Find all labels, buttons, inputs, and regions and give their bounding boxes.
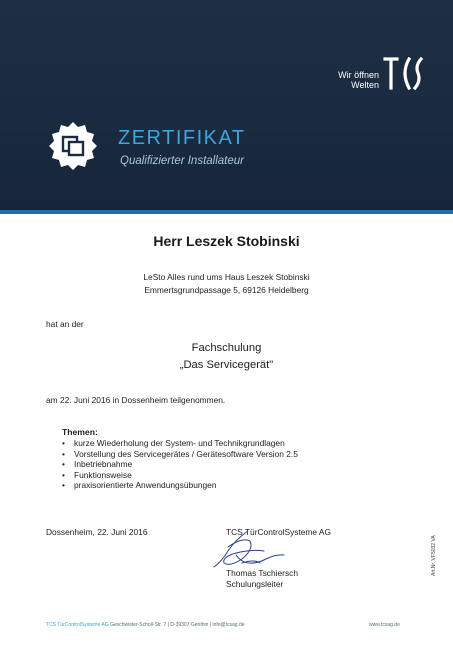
course-title	[0, 340, 453, 374]
article-number: Art.Nr. VF5032 VA	[431, 535, 437, 576]
list-item: • Funktionsweise	[62, 470, 298, 481]
participation-sentence: am 22. Juni 2016 in Dossenheim teilgenommen.	[46, 395, 226, 405]
tagline-line-2: Welten	[351, 80, 379, 90]
signer-block	[226, 568, 298, 590]
list-item: • Vorstellung des Servicegerätes / Gerätesoftware Version 2.5	[62, 449, 298, 460]
certificate-seal-icon	[48, 121, 98, 171]
signer-role: Schulungsleiter	[226, 579, 284, 589]
brand-tagline	[299, 70, 379, 90]
course-line-2: „Das Servicegerät"	[179, 359, 274, 371]
footer-address: Geschwister-Scholl-Str. 7 | D-39307 Genthin | info@tcsag.de	[110, 622, 245, 628]
company-address: Emmertsgrundpassage 5, 69126 Heidelberg	[144, 285, 309, 295]
intro-text: hat an der	[46, 319, 84, 329]
company-name: LeSto Alles rund ums Haus Leszek Stobinski	[143, 272, 310, 282]
header-accent-stripe	[0, 210, 453, 214]
handwritten-signature	[206, 529, 286, 573]
recipient-company	[0, 271, 453, 297]
certificate-title: ZERTIFIKAT	[118, 127, 246, 149]
certificate-subtitle: Qualifizierter Installateur	[120, 155, 244, 167]
signer-name: Thomas Tschiersch	[226, 568, 298, 578]
topics-heading: Themen:	[62, 427, 98, 437]
list-item: • Inbetriebnahme	[62, 459, 298, 470]
list-item: • kurze Wiederholung der System- und Technikgrundlagen	[62, 438, 298, 449]
footer-contact	[46, 622, 245, 628]
footer-company: TCS TürControlSysteme AG	[46, 622, 109, 628]
tcs-logo	[383, 54, 427, 92]
tagline-line-1: Wir öffnen	[338, 70, 379, 80]
place-and-date: Dossenheim, 22. Juni 2016	[46, 527, 148, 537]
recipient-name: Herr Leszek Stobinski	[153, 233, 300, 249]
footer-website-link[interactable]: www.tcsag.de	[369, 622, 400, 628]
topics-list	[62, 438, 298, 491]
list-item: • praxisorientierte Anwendungsübungen	[62, 480, 298, 491]
certificate-header	[0, 0, 453, 212]
course-line-1: Fachschulung	[191, 342, 262, 354]
issuing-company: TCS TürControlSysteme AG	[226, 527, 332, 537]
